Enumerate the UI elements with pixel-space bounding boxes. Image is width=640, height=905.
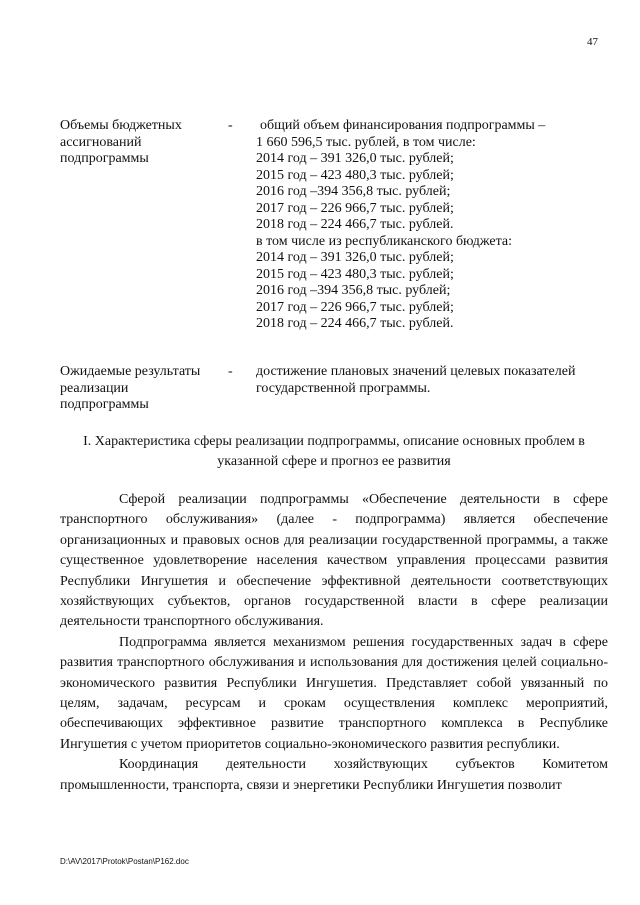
results-label-line: подпрограммы	[60, 397, 149, 412]
budget-content	[256, 118, 608, 333]
budget-label-line: ассигнований	[60, 134, 142, 150]
budget-line: 2015 год – 423 480,3 тыс. рублей;	[256, 167, 454, 183]
budget-line: 2017 год – 226 966,7 тыс. рублей;	[256, 299, 454, 315]
results-label	[60, 364, 220, 414]
paragraph: Подпрограмма является механизмом решения государственных задач в сфере развития транспортного обслуживания и использования для достижения целей социально-экономического развития Республики Ингушетия. Представляет собой увязанный по целям, задачам, ресурсам и срокам осуществления комплекс мероприятий, обеспечивающих эффективное развитие транспортного комплекса в Республике Ингушетия с учетом приоритетов социально-экономического развития республики.	[60, 634, 608, 752]
results-label-line: Ожидаемые результаты	[60, 364, 201, 379]
budget-line: 2014 год – 391 326,0 тыс. рублей;	[256, 250, 454, 265]
body-text	[60, 490, 608, 796]
section-heading: I. Характеристика сферы реализации подпрограммы, описание основных проблем в указанной сфере и прогноз ее развития	[83, 434, 585, 469]
budget-dash: -	[228, 118, 233, 133]
results-content	[256, 364, 608, 397]
budget-line: 2017 год – 226 966,7 тыс. рублей;	[256, 200, 454, 216]
budget-line: 2016 год –394 356,8 тыс. рублей;	[256, 283, 451, 298]
page-number: 47	[587, 36, 598, 48]
budget-line: 2016 год –394 356,8 тыс. рублей;	[256, 184, 451, 199]
paragraph: Координация деятельности хозяйствующих субъектов Комитетом промышленности, транспорта, связи и энергетики Республики Ингушетия позволит	[60, 757, 608, 793]
results-dash: -	[228, 364, 233, 379]
budget-line: 2018 год – 224 466,7 тыс. рублей.	[256, 316, 454, 331]
budget-label-line: подпрограммы	[60, 151, 149, 166]
budget-line: 1 660 596,5 тыс. рублей, в том числе:	[256, 134, 476, 150]
budget-label-line: Объемы бюджетных	[60, 118, 182, 133]
budget-line: 2018 год – 224 466,7 тыс. рублей.	[256, 217, 454, 232]
paragraph: Сферой реализации подпрограммы «Обеспечение деятельности в сфере транспортного обслуживания» (далее - подпрограмма) является обеспечение организационных и правовых основ для реализации государственной программы, а также существенное удовлетворение населения качеством управления процессами развития Республики Ингушетия и обеспечение эффективной деятельности соответствующих хозяйствующих субъектов, органов государственной власти в сфере реализации деятельности транспортного обслуживания.	[60, 492, 608, 630]
results-row	[60, 364, 608, 416]
footer-file-path: D:\AV\2017\Protok\Postan\P162.doc	[60, 857, 189, 866]
budget-line: в том числе из республиканского бюджета:	[256, 233, 513, 249]
budget-row	[60, 118, 608, 338]
results-label-line: реализации	[60, 380, 129, 396]
results-text: достижение плановых значений целевых показателей государственной программы.	[256, 364, 576, 396]
budget-line: 2015 год – 423 480,3 тыс. рублей;	[256, 266, 454, 282]
budget-label	[60, 118, 220, 168]
budget-line: общий объем финансирования подпрограммы –	[260, 118, 546, 133]
budget-line: 2014 год – 391 326,0 тыс. рублей;	[256, 151, 454, 166]
